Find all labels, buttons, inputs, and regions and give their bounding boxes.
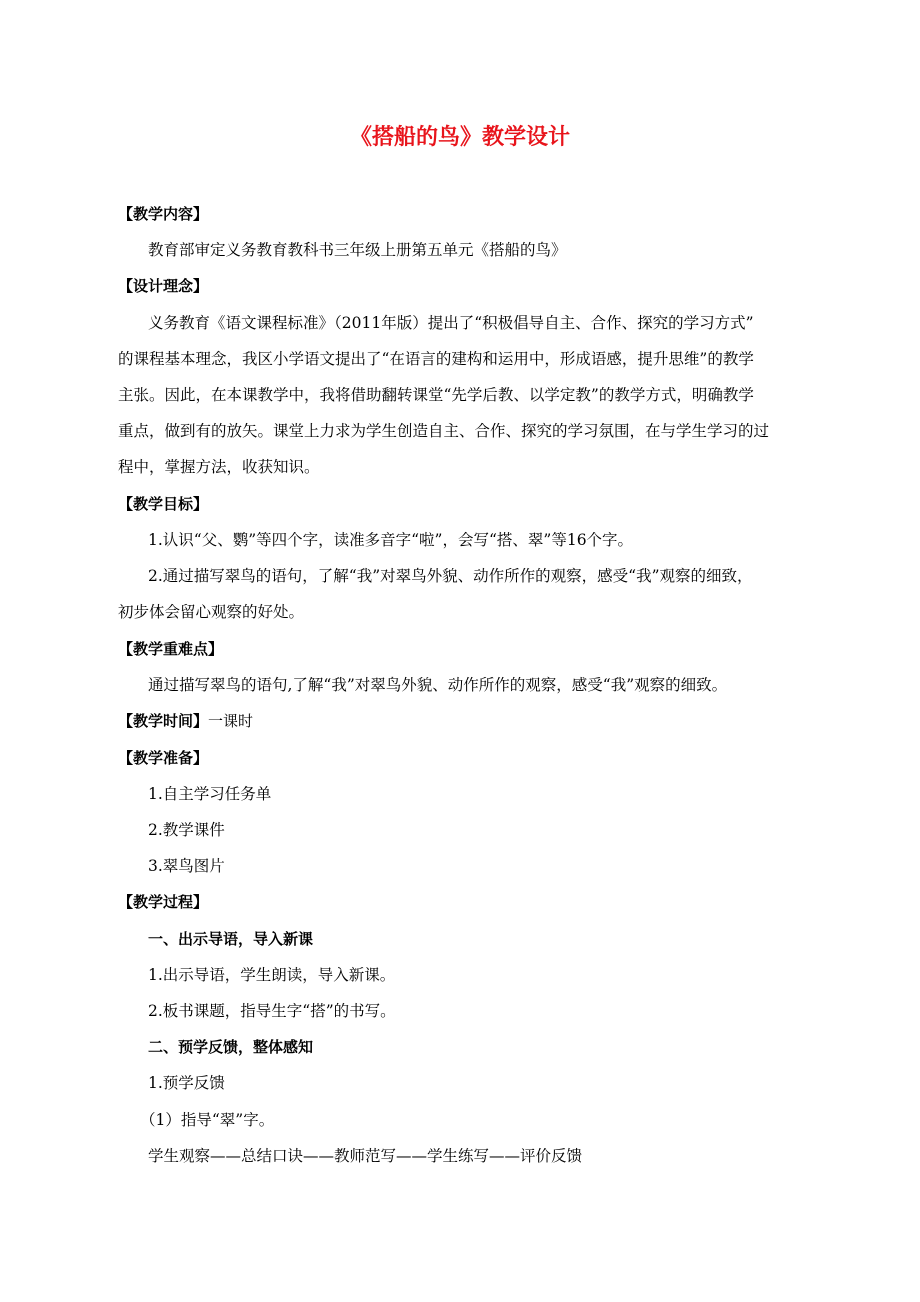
- concept-line-2: 的课程基本理念，我区小学语文提出了“在语言的建构和运用中，形成语感，提升思维”的教学: [118, 350, 754, 368]
- concept-line-4: 重点，做到有的放矢。课堂上力求为学生创造自主、合作、探究的学习氛围，在与学生学习的过: [118, 422, 770, 440]
- process-step-1-title: 一、出示导语，导入新课: [148, 930, 314, 948]
- process-step-1-item-2: 2.板书课题，指导生字“搭”的书写。: [148, 1002, 396, 1020]
- process-step-2-item-1: 1.预学反馈: [148, 1074, 225, 1092]
- process-step-2-sub-1: （1）指导“翠”字。: [140, 1111, 275, 1129]
- process-step-2-flow: 学生观察——总结口诀——教师范写——学生练写——评价反馈: [148, 1147, 583, 1165]
- key-points-text: 通过描写翠鸟的语句,了解“我”对翠鸟外貌、动作所作的观察，感受“我”观察的细致。: [148, 676, 728, 694]
- section-heading-time: 【教学时间】: [118, 712, 209, 730]
- process-step-1-item-1: 1.出示导语，学生朗读，导入新课。: [148, 966, 396, 984]
- process-step-2-title: 二、预学反馈，整体感知: [148, 1038, 314, 1056]
- prep-item-3: 3.翠鸟图片: [148, 857, 225, 875]
- document-title: 《搭船的鸟》教学设计: [349, 125, 570, 150]
- concept-line-3: 主张。因此，在本课教学中，我将借助翻转课堂“先学后教、以学定教”的教学方式，明确教学: [118, 386, 754, 404]
- section-heading-prep: 【教学准备】: [118, 749, 209, 767]
- goal-item-2-line-1: 2.通过描写翠鸟的语句，了解“我”对翠鸟外貌、动作所作的观察，感受“我”观察的细致，: [148, 567, 753, 585]
- section-heading-process: 【教学过程】: [118, 893, 209, 911]
- content-text: 教育部审定义务教育教科书三年级上册第五单元《搭船的鸟》: [148, 241, 567, 259]
- prep-item-2: 2.教学课件: [148, 821, 225, 839]
- section-time: [118, 711, 253, 731]
- section-heading-goals: 【教学目标】: [118, 495, 209, 513]
- goal-item-2-line-2: 初步体会留心观察的好处。: [118, 603, 305, 621]
- section-heading-content: 【教学内容】: [118, 205, 209, 223]
- concept-line-5: 程中，掌握方法，收获知识。: [118, 458, 320, 476]
- section-heading-key-points: 【教学重难点】: [118, 640, 224, 658]
- concept-line-1: 义务教育《语文课程标准》（2011年版）提出了“积极倡导自主、合作、探究的学习方式”: [148, 314, 754, 332]
- goal-item-1: 1.认识“父、鹦”等四个字，读准多音字“啦”，会写“搭、翠”等16个字。: [148, 531, 634, 549]
- time-text: 一课时: [208, 712, 254, 730]
- section-heading-concept: 【设计理念】: [118, 277, 209, 295]
- prep-item-1: 1.自主学习任务单: [148, 785, 272, 803]
